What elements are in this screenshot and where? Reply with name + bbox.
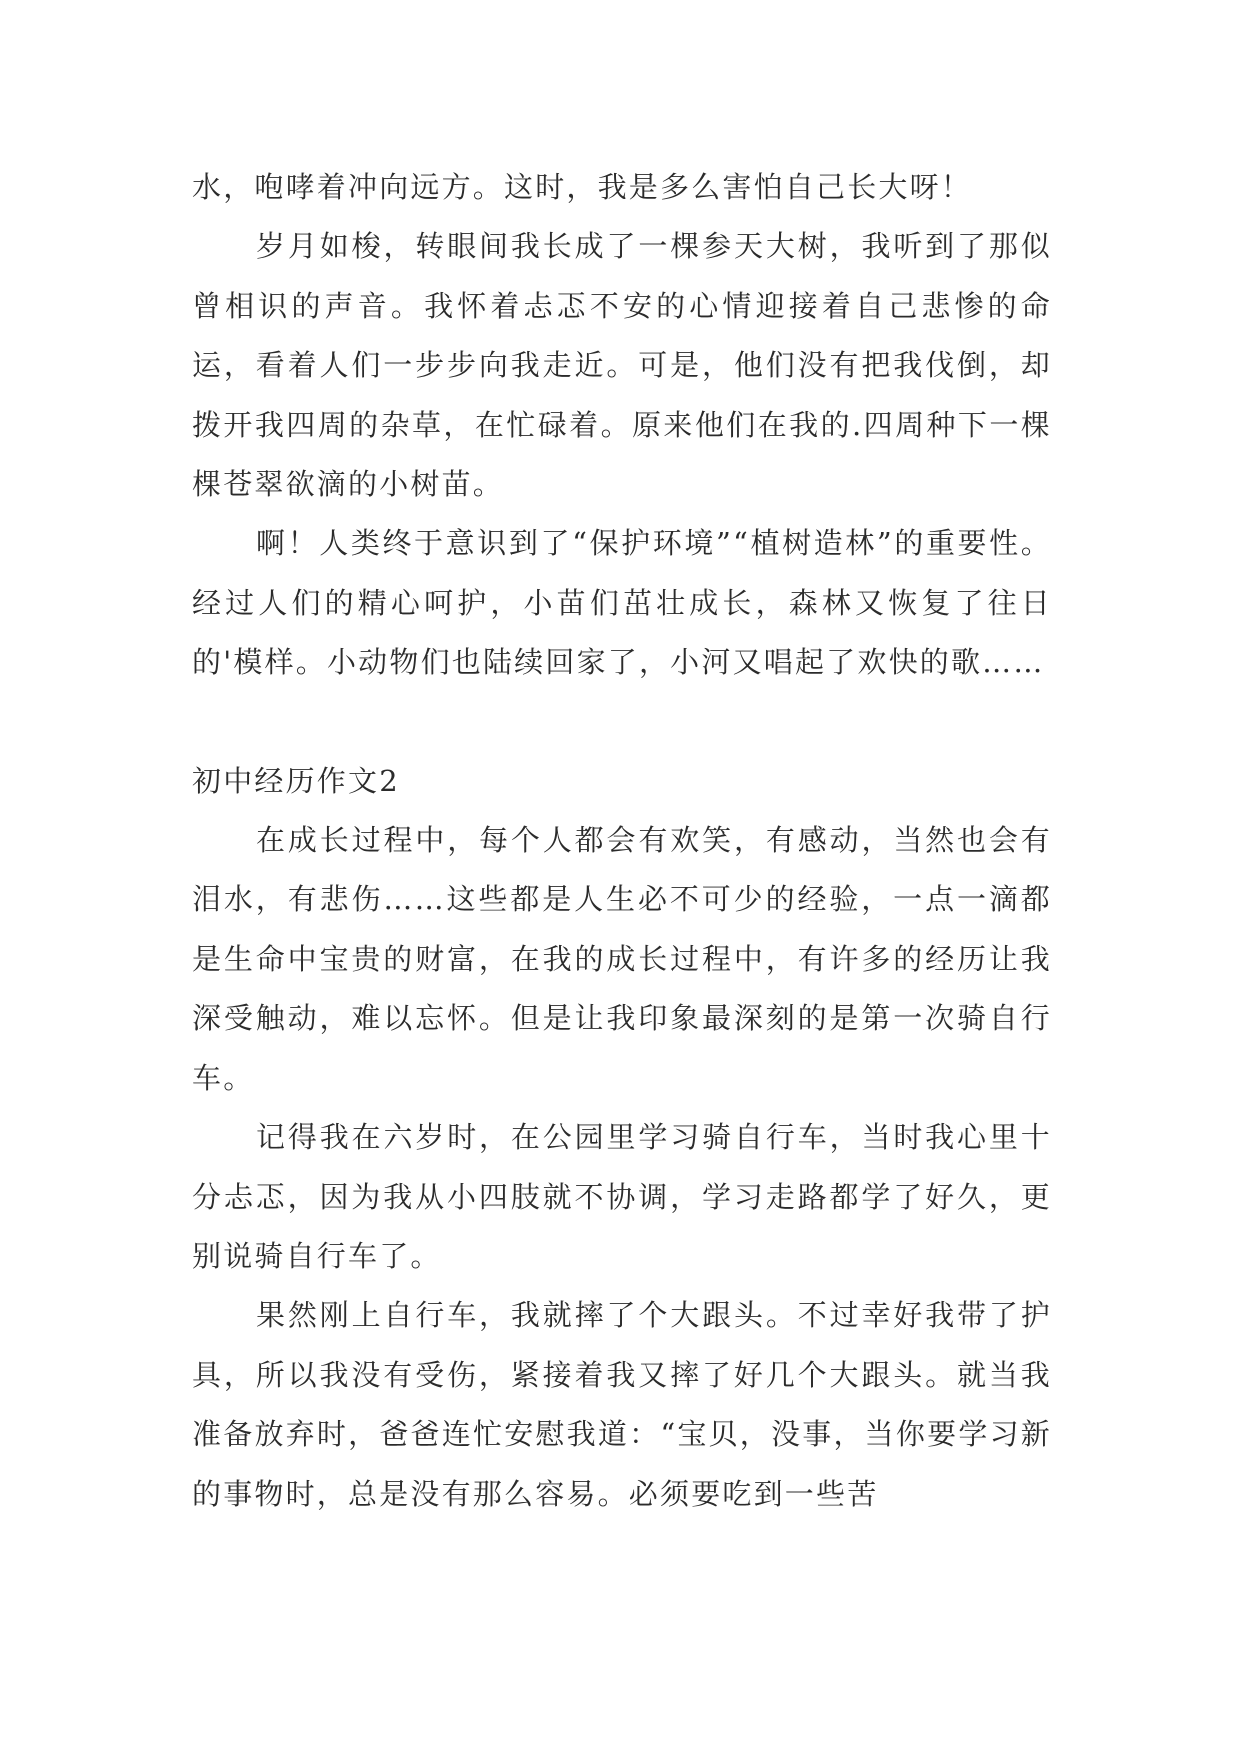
paragraph-3: 啊！人类终于意识到了“保护环境”“植树造林”的重要性。经过人们的精心呵护，小苗们茁壮成长，森林又恢复了往日的'模样。小动物们也陆续回家了，小河又唱起了欢快的歌…… [192,526,1052,680]
document-page [192,158,1052,1524]
section-title: 初中经历作文2 [192,763,400,798]
paragraph-2: 岁月如梭，转眼间我长成了一棵参天大树，我听到了那似曾相识的声音。我怀着忐忑不安的心情迎接着自己悲惨的命运，看着人们一步步向我走近。可是，他们没有把我伐倒，却拨开我四周的杂草，在忙碌着。原来他们在我的.四周种下一棵棵苍翠欲滴的小树苗。 [192,229,1052,502]
paragraph-1: 水，咆哮着冲向远方。这时，我是多么害怕自己长大呀！ [192,170,973,204]
paragraph-6: 果然刚上自行车，我就摔了个大跟头。不过幸好我带了护具，所以我没有受伤，紧接着我又摔了好几个大跟头。就当我准备放弃时，爸爸连忙安慰我道：“宝贝，没事，当你要学习新的事物时，总是没有那么容易。必须要吃到一些苦 [192,1298,1052,1511]
paragraph-5: 记得我在六岁时，在公园里学习骑自行车，当时我心里十分忐忑，因为我从小四肢就不协调，学习走路都学了好久，更别说骑自行车了。 [192,1120,1052,1273]
paragraph-4: 在成长过程中，每个人都会有欢笑，有感动，当然也会有泪水，有悲伤……这些都是人生必不可少的经验，一点一滴都是生命中宝贵的财富，在我的成长过程中，有许多的经历让我深受触动，难以忘怀。但是让我印象最深刻的是第一次骑自行车。 [192,823,1052,1095]
